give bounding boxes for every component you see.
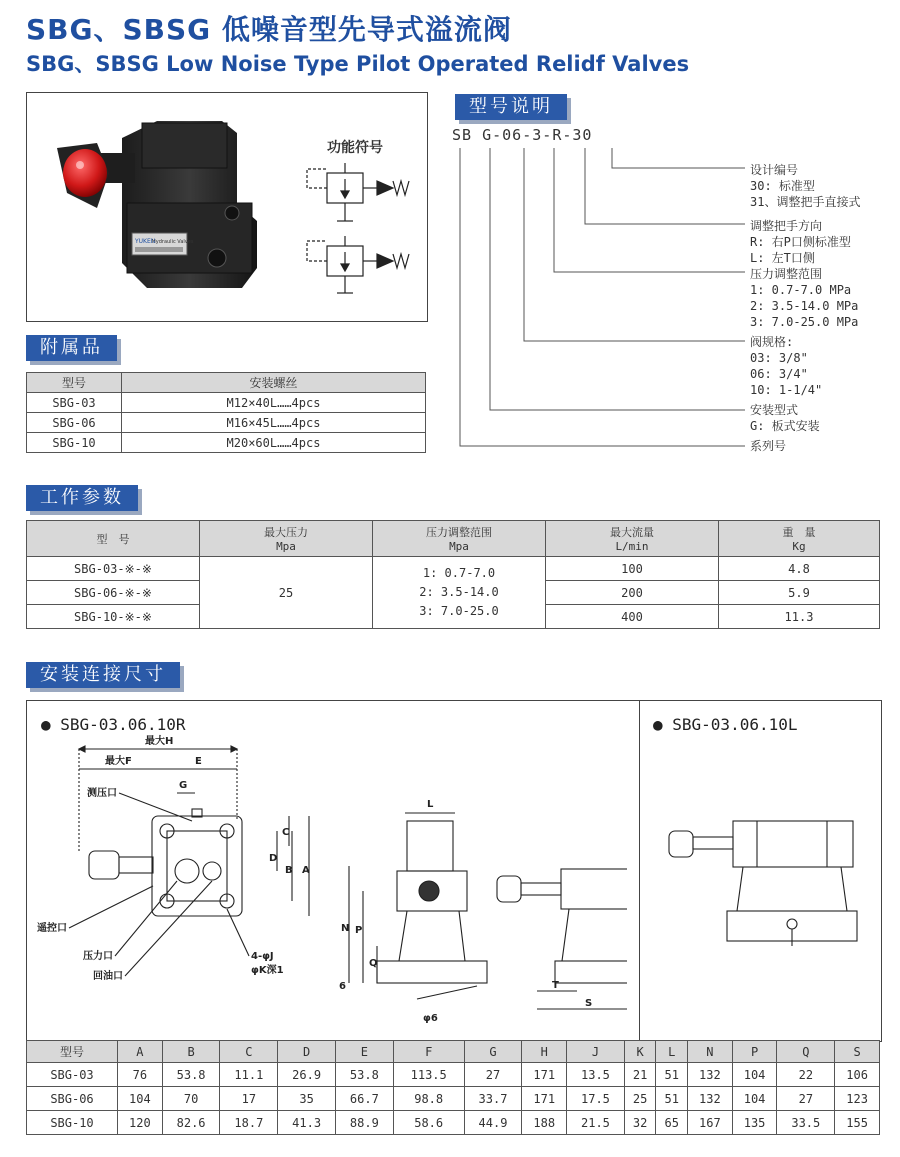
dims-cell: 53.8 <box>162 1063 220 1087</box>
callout-return-port: 回油口 <box>93 971 123 982</box>
dims-cell: 58.6 <box>393 1111 464 1135</box>
callout-test-port: 测压口 <box>87 788 117 799</box>
model-item-handle: 调整把手方向 R: 右P口侧标准型 L: 左T口侧 <box>750 219 851 265</box>
dims-cell: 17 <box>220 1087 278 1111</box>
params-header: 重 量 Kg <box>719 521 880 557</box>
acc-cell: SBG-06 <box>27 413 122 433</box>
dims-header: J <box>567 1041 625 1063</box>
params-ranges: 1: 0.7-7.0 2: 3.5-14.0 3: 7.0-25.0 <box>373 557 546 629</box>
dims-cell: 25 <box>624 1087 656 1111</box>
dims-cell: 171 <box>522 1063 567 1087</box>
dims-header: Q <box>777 1041 835 1063</box>
dims-cell: 76 <box>118 1063 163 1087</box>
dims-cell: 26.9 <box>278 1063 336 1087</box>
dims-cell: 44.9 <box>464 1111 522 1135</box>
acc-cell: M12×40L……4pcs <box>122 393 426 413</box>
section-accessories: 附属品 <box>26 335 117 361</box>
dims-cell: 171 <box>522 1087 567 1111</box>
accessories-table <box>26 372 426 453</box>
dims-cell: 98.8 <box>393 1087 464 1111</box>
model-item-mount: 安装型式 G: 板式安装 <box>750 403 820 433</box>
dims-header: G <box>464 1041 522 1063</box>
dims-header: S <box>835 1041 880 1063</box>
callout-max-h: 最大H <box>145 736 174 747</box>
dims-cell: 41.3 <box>278 1111 336 1135</box>
callout-b: B <box>285 865 293 876</box>
callout-p: P <box>355 925 363 936</box>
nameplate-text: Hydraulic Valves <box>152 239 194 245</box>
valve-photo <box>27 93 277 321</box>
params-weight: 5.9 <box>719 581 880 605</box>
dims-header: C <box>220 1041 278 1063</box>
params-flow: 100 <box>546 557 719 581</box>
left-hand-drawing <box>647 761 877 1021</box>
dims-row <box>27 1111 880 1135</box>
callout-phi6: φ6 <box>423 1013 438 1024</box>
dims-cell: 33.7 <box>464 1087 522 1111</box>
params-flow: 200 <box>546 581 719 605</box>
dims-header: N <box>688 1041 733 1063</box>
callout-s: S <box>585 998 593 1009</box>
dims-cell: 104 <box>732 1087 777 1111</box>
dims-cell: 51 <box>656 1087 688 1111</box>
dims-header: D <box>278 1041 336 1063</box>
acc-cell: SBG-03 <box>27 393 122 413</box>
dims-header: P <box>732 1041 777 1063</box>
params-header: 最大压力 Mpa <box>200 521 373 557</box>
dims-header: B <box>162 1041 220 1063</box>
callout-n: N <box>341 923 350 934</box>
acc-header-screw: 安装螺丝 <box>122 373 426 393</box>
model-item-pressure: 压力调整范围 1: 0.7-7.0 MPa 2: 3.5-14.0 MPa 3: 7.0-25.0 MPa <box>750 267 859 329</box>
dims-cell: 27 <box>464 1063 522 1087</box>
section-install: 安装连接尺寸 <box>26 662 180 688</box>
dims-header: L <box>656 1041 688 1063</box>
callout-g: G <box>179 780 188 791</box>
dims-cell: 135 <box>732 1111 777 1135</box>
params-table <box>26 520 880 629</box>
dims-cell: 104 <box>118 1087 163 1111</box>
nameplate-brand: YUKEN <box>135 238 156 245</box>
dims-cell: 167 <box>688 1111 733 1135</box>
dims-cell: 22 <box>777 1063 835 1087</box>
callout-l: L <box>427 799 434 810</box>
dims-cell: 65 <box>656 1111 688 1135</box>
code-sep3: - <box>542 126 553 144</box>
dims-row <box>27 1063 880 1087</box>
dims-cell: SBG-10 <box>27 1111 118 1135</box>
dims-cell: 120 <box>118 1111 163 1135</box>
dims-cell: 21 <box>624 1063 656 1087</box>
dims-cell: 113.5 <box>393 1063 464 1087</box>
dims-cell: 53.8 <box>336 1063 394 1087</box>
side-view-drawing <box>337 721 627 1041</box>
dims-cell: 32 <box>624 1111 656 1135</box>
dims-cell: 33.5 <box>777 1111 835 1135</box>
dims-cell: 123 <box>835 1087 880 1111</box>
model-item-series: 系列号 <box>750 439 787 453</box>
dims-cell: 18.7 <box>220 1111 278 1135</box>
section-params: 工作参数 <box>26 485 138 511</box>
callout-d: D <box>269 853 278 864</box>
dims-cell: SBG-06 <box>27 1087 118 1111</box>
callout-c: C <box>282 827 290 838</box>
acc-cell: SBG-10 <box>27 433 122 453</box>
code-sep1: - <box>492 126 503 144</box>
section-model: 型号说明 <box>455 94 567 120</box>
page-title-en: SBG、SBSG Low Noise Type Pilot Operated Relidf Valves <box>26 52 690 76</box>
model-item-design: 设计编号 30: 标准型 31、调整把手直接式 <box>750 163 861 209</box>
dims-header: F <box>393 1041 464 1063</box>
dims-cell: 104 <box>732 1063 777 1087</box>
params-header: 型 号 <box>27 521 200 557</box>
dims-header: E <box>336 1041 394 1063</box>
product-photo-box <box>26 92 428 322</box>
dims-cell: SBG-03 <box>27 1063 118 1087</box>
dims-cell: 155 <box>835 1111 880 1135</box>
callout-e: E <box>195 756 202 767</box>
dims-cell: 27 <box>777 1087 835 1111</box>
callout-hole-k: φK深1 <box>251 965 284 976</box>
params-model: SBG-10-※-※ <box>27 605 200 629</box>
callout-remote-port: 遥控口 <box>37 923 67 934</box>
dims-cell: 11.1 <box>220 1063 278 1087</box>
dims-cell: 188 <box>522 1111 567 1135</box>
label-left-hand: ● SBG-03.06.10L <box>653 715 798 734</box>
dims-cell: 13.5 <box>567 1063 625 1087</box>
label-right-hand: ● SBG-03.06.10R <box>41 715 186 734</box>
dims-cell: 51 <box>656 1063 688 1087</box>
params-max-pressure: 25 <box>200 557 373 629</box>
dims-cell: 132 <box>688 1087 733 1111</box>
dims-cell: 17.5 <box>567 1087 625 1111</box>
code-sb: SB <box>452 126 473 144</box>
hydraulic-symbol <box>297 161 427 301</box>
callout-t: T <box>552 980 559 991</box>
dims-cell: 21.5 <box>567 1111 625 1135</box>
dims-header-row <box>27 1041 880 1063</box>
code-r: R <box>552 126 563 144</box>
acc-cell: M20×60L……4pcs <box>122 433 426 453</box>
dims-cell: 35 <box>278 1087 336 1111</box>
callout-six: 6 <box>339 981 346 992</box>
dims-cell: 106 <box>835 1063 880 1087</box>
dims-header: A <box>118 1041 163 1063</box>
dims-header: K <box>624 1041 656 1063</box>
front-view-drawing <box>27 721 357 1041</box>
callout-a: A <box>302 865 310 876</box>
callout-hole-j: 4-φJ <box>251 951 274 962</box>
page-title-cn: SBG、SBSG 低噪音型先导式溢流阀 <box>26 13 512 46</box>
dims-row <box>27 1087 880 1111</box>
acc-header-model: 型号 <box>27 373 122 393</box>
code-sep2: - <box>522 126 533 144</box>
model-leader-lines <box>450 140 750 460</box>
dims-cell: 132 <box>688 1063 733 1087</box>
model-item-size: 阀规格: 03: 3/8" 06: 3/4" 10: 1-1/4" <box>750 335 823 397</box>
callout-q: Q <box>369 958 378 969</box>
params-model: SBG-06-※-※ <box>27 581 200 605</box>
params-weight: 11.3 <box>719 605 880 629</box>
dims-cell: 70 <box>162 1087 220 1111</box>
dims-header: 型号 <box>27 1041 118 1063</box>
callout-max-f: 最大F <box>105 756 132 767</box>
code-30: 30 <box>572 126 593 144</box>
divider-line <box>639 701 640 1041</box>
dims-cell: 88.9 <box>336 1111 394 1135</box>
params-header: 压力调整范围 Mpa <box>373 521 546 557</box>
dims-cell: 82.6 <box>162 1111 220 1135</box>
symbol-label: 功能符号 <box>327 140 383 156</box>
dims-header: H <box>522 1041 567 1063</box>
params-weight: 4.8 <box>719 557 880 581</box>
dims-cell: 66.7 <box>336 1087 394 1111</box>
code-g: G <box>482 126 493 144</box>
code-06: 06 <box>502 126 523 144</box>
params-flow: 400 <box>546 605 719 629</box>
callout-pressure-port: 压力口 <box>83 951 113 962</box>
code-sep4: - <box>562 126 573 144</box>
acc-cell: M16×45L……4pcs <box>122 413 426 433</box>
params-header: 最大流量 L/min <box>546 521 719 557</box>
dims-table <box>26 1040 880 1135</box>
params-model: SBG-03-※-※ <box>27 557 200 581</box>
code-3: 3 <box>532 126 543 144</box>
install-drawing-box <box>26 700 882 1042</box>
